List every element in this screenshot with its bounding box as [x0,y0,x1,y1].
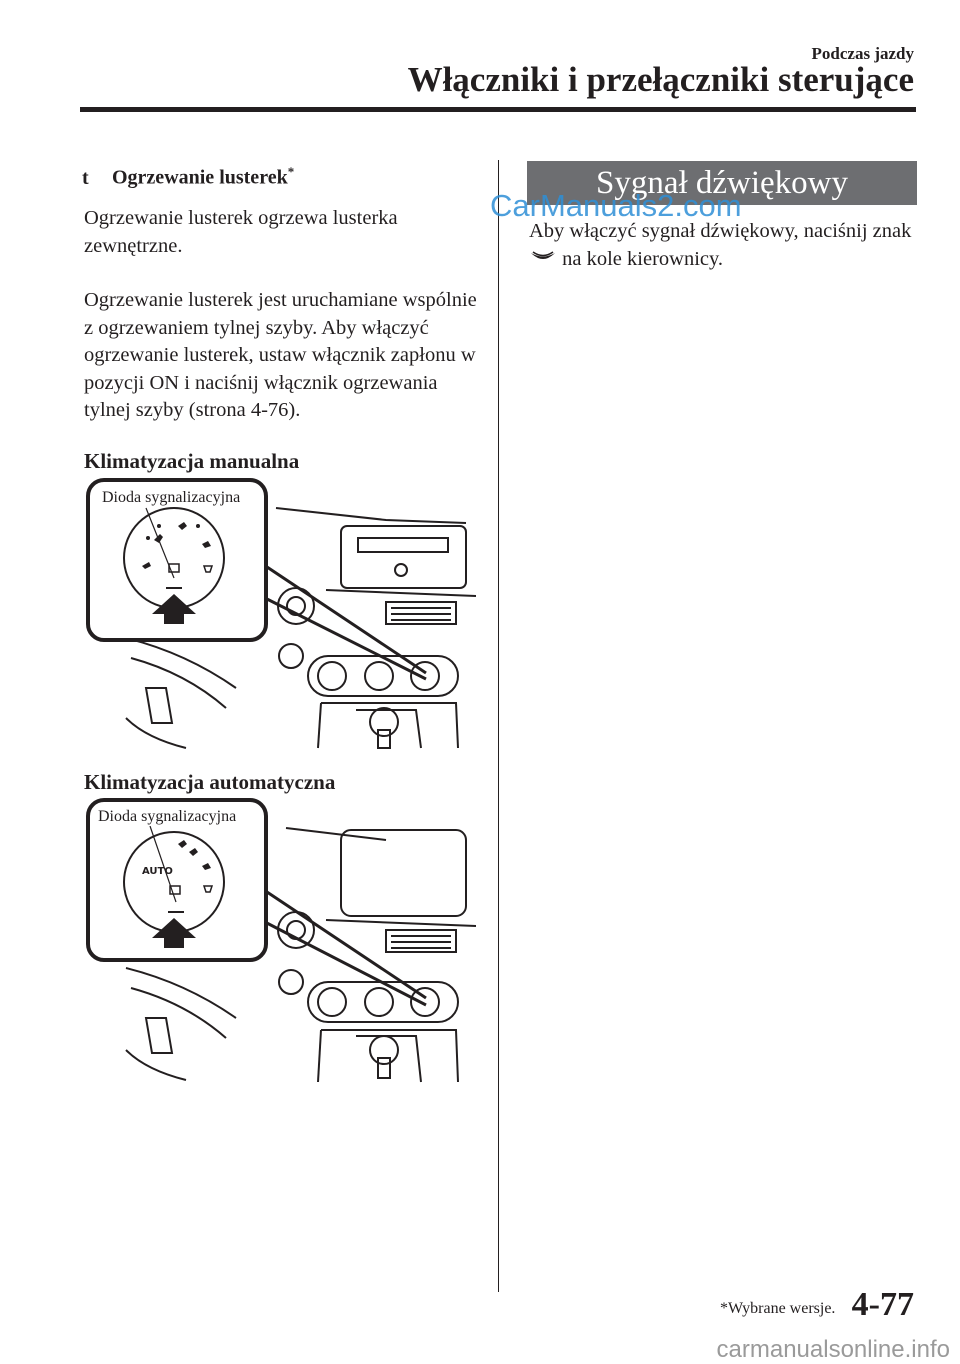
footnote: *Wybrane wersje. [720,1300,836,1317]
section-name: Podczas jazdy [811,44,914,63]
figure-auto-caption: Klimatyzacja automatyczna [84,770,336,794]
figure-manual-caption: Klimatyzacja manualna [84,449,300,473]
page-number: 4-77 [851,1286,914,1323]
page-title: Włączniki i przełączniki sterujące [407,60,914,99]
auto-climate-illustration [86,798,476,1084]
auto-knob-label: AUTO [142,866,173,877]
auto-callout-label: Dioda sygnalizacyjna [98,808,237,825]
header-rule [80,107,916,112]
horn-text-2: na kole kierownicy. [562,247,724,270]
heading-text: Ogrzewanie lusterek [112,166,288,189]
horn-icon [529,250,557,266]
paragraph-2: Ogrzewanie lusterek jest uruchamiane wspólnie z ogrzewaniem tylnej szyby. Aby włączyć ogrzewanie lusterek, ustaw włącznik zapłonu w pozycji ON i naciśnij włącznik ogrzewania tylnej szyby (strona 4-76). [84,289,477,421]
horn-text-1: Aby włączyć sygnał dźwiękowy, naciśnij znak [529,220,912,242]
column-divider [498,160,499,1292]
horn-section-banner: Sygnał dźwiękowy [527,161,917,205]
bullet-marker: t [82,166,89,189]
manual-callout-label: Dioda sygnalizacyjna [102,489,241,506]
paragraph-1: Ogrzewanie lusterek ogrzewa lusterka zewnętrzne. [84,207,398,257]
horn-paragraph [529,218,919,273]
manual-climate-illustration [86,478,476,750]
footer-site-watermark: carmanualsonline.info [716,1336,950,1363]
optional-asterisk: * [287,164,295,179]
mirror-heater-heading [82,164,294,190]
watermark: CarManuals2.com [490,188,742,223]
